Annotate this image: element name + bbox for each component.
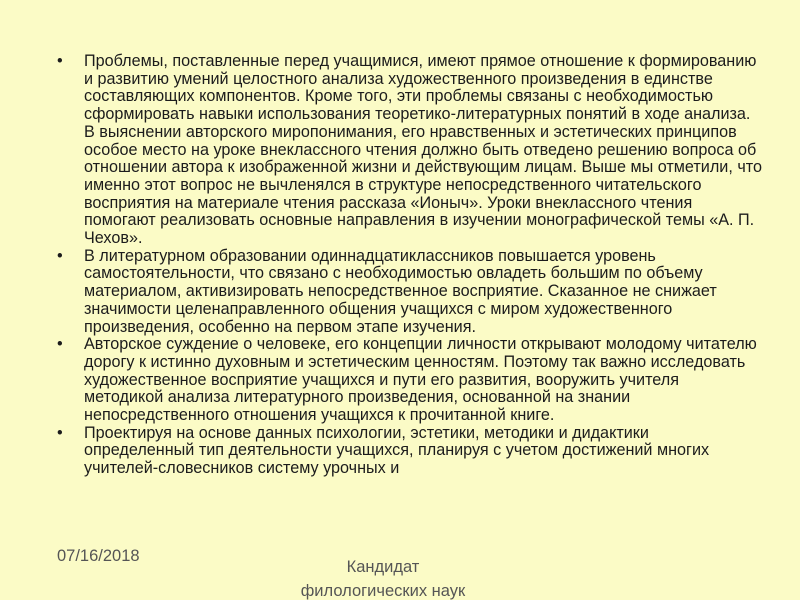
footer-author xyxy=(283,555,483,600)
footer-author-line-2: филологических наук xyxy=(300,582,466,600)
bullet-dot-icon: • xyxy=(57,52,63,70)
footer-date: 07/16/2018 xyxy=(57,547,140,565)
bullet-item-3 xyxy=(57,336,762,425)
bullet-text-3: Авторское суждение о человеке, его концепции личности открывают молодому читателю дорогу к истинно духовным и эстетическим ценностям. Поэтому так важно исследовать художественное восприятие учащихся и пути его развития, вооружить учителя методикой анализа литературного произведения, основанной на знании непосредственного отношения учащихся к прочитанной книге. xyxy=(84,335,757,425)
bullet-dot-icon: • xyxy=(57,423,63,442)
bullet-dot-icon: • xyxy=(57,335,63,354)
bullet-text-2: В литературном образовании одиннадцатиклассников повышается уровень самостоятельности, что связано с необходимостью овладеть большим по объему материалом, активизировать непосредственное восприятие. Сказанное не снижает значимости целенаправленного общения учащихся с миром художественного произведения, особенно на первом этапе изучения. xyxy=(84,246,717,336)
bullet-item-2 xyxy=(57,248,762,337)
bullet-text-1: Проблемы, поставленные перед учащимися, имеют прямое отношение к формированию и развитию умений целостного анализа художественного произведения в единстве составляющих компонентов. Кроме того, эти проблемы связаны с необходимостью сформировать навыки использования теоретико-литературных понятий в ходе анализа. В выяснении авторского миропонимания, его нравственных и эстетических принципов особое место на уроке внеклассного чтения должно быть отведено решению вопроса об отношении автора к изображенной жизни и действующим лицам. Выше мы отметили, что именно этот вопрос не вычленялся в структуре непосредственного читательского восприятия на материале чтения рассказа «Ионыч». Уроки внеклассного чтения помогают реализовать основные направления в изучении монографической темы «А. П. Чехов». xyxy=(84,52,762,248)
bullet-text-4: Проектируя на основе данных психологии, эстетики, методики и дидактики определенный тип деятельности учащихся, планируя с учетом достижений многих учителей-словесников систему урочных и xyxy=(84,423,710,478)
slide-content xyxy=(57,53,762,478)
bullet-item-4 xyxy=(57,425,762,478)
footer-author-line-1: Кандидат xyxy=(346,558,420,576)
bullet-item-1 xyxy=(57,53,762,248)
bullet-dot-icon: • xyxy=(57,246,63,265)
